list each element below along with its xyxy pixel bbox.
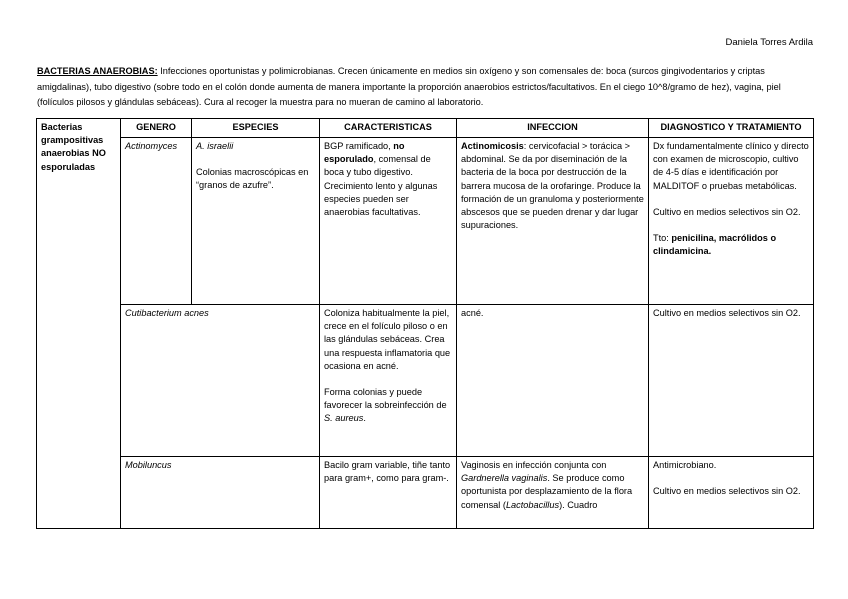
char-text: . bbox=[363, 413, 366, 424]
table-row bbox=[37, 457, 814, 529]
diagnosis-cell bbox=[649, 457, 814, 529]
infection-text: : cervicofacial > torácica > abdominal. Se da por diseminación de la bacteria de la boca por destrucción de la barrera mucosa de la orofaringe. Produce la formación de un granuloma y posteriormente abscesos que se pueden drenar y dar lugar supuraciones. bbox=[461, 141, 644, 231]
char-bold: no esporulado bbox=[324, 141, 405, 165]
diagnosis-cell: Cultivo en medios selectivos sin O2. bbox=[649, 305, 814, 457]
diagnosis-text: Dx fundamentalmente clínico y directo con examen de microscopio, cultivo de 4-5 días e identificación por MALDITOF o pruebas metabólicas. bbox=[653, 141, 809, 191]
infection-text: ). Cuadro bbox=[559, 499, 598, 510]
header-caracteristicas: CARACTERISTICAS bbox=[320, 119, 457, 138]
infection-italic: Gardnerella vaginalis bbox=[461, 473, 548, 484]
infection-text: Vaginosis en infección conjunta con bbox=[461, 460, 607, 470]
characteristics-cell bbox=[320, 138, 457, 305]
header-especies: ESPECIES bbox=[192, 119, 320, 138]
intro-text: Infecciones oportunistas y polimicrobianas. Crecen únicamente en medios sin oxígeno y son comensales de: boca (surcos gingivodentarios y criptas amigdalinas), tubo digestivo (sobre todo en el colón donde aumenta de manera importante la proporción anaerobios estrictos/facultativos. En el ciego 10^8/gramo de hez), vagina, piel (folículos pilosos y glándulas sebáceas). Cura al recoger la muestra para no mueran de camino al laboratorio. bbox=[37, 66, 781, 107]
characteristics-cell bbox=[320, 305, 457, 457]
genus-cell: Actinomyces bbox=[121, 138, 192, 305]
char-text bbox=[324, 386, 452, 426]
intro-title: BACTERIAS ANAEROBIAS: bbox=[37, 66, 158, 76]
infection-cell bbox=[457, 457, 649, 529]
author-name: Daniela Torres Ardila bbox=[725, 37, 813, 48]
char-text: BGP ramificado, bbox=[324, 141, 394, 151]
diagnosis-text: Antimicrobiano. bbox=[653, 460, 717, 470]
characteristics-cell: Bacilo gram variable, tiñe tanto para gram+, como para gram-. bbox=[320, 457, 457, 529]
group-label: Bacterias grampositivas anaerobias NO esporuladas bbox=[37, 119, 121, 529]
char-text: , comensal de boca y tubo digestivo. Crecimiento lento y algunas especies pueden ser anaerobias facultativas. bbox=[324, 154, 438, 218]
char-italic: S. aureus bbox=[324, 413, 364, 424]
infection-cell bbox=[457, 138, 649, 305]
header-infeccion: INFECCION bbox=[457, 119, 649, 138]
infection-cell: acné. bbox=[457, 305, 649, 457]
intro-paragraph bbox=[37, 64, 815, 111]
diagnosis-text: Cultivo en medios selectivos sin O2. bbox=[653, 486, 801, 497]
treatment-drugs: penicilina, macrólidos o clindamicina bbox=[653, 233, 777, 257]
infection-bold: Actinomicosis bbox=[461, 141, 524, 151]
treatment-end: . bbox=[708, 246, 712, 257]
header-diagnostico: DIAGNOSTICO Y TRATAMIENTO bbox=[649, 119, 814, 138]
genus-cell: Cutibacterium acnes bbox=[121, 305, 320, 457]
char-text: Coloniza habitualmente la piel, crece en el folículo piloso o en las glándulas sebáceas. Crea una respuesta inflamatoria que ocasiona en acné. bbox=[324, 308, 451, 371]
diagnosis-cell bbox=[649, 138, 814, 305]
header-genero: GENERO bbox=[121, 119, 192, 138]
table-row bbox=[37, 305, 814, 457]
species-note: Colonias macroscópicas en “granos de azufre”. bbox=[196, 167, 309, 191]
infection-italic: Lactobacillus bbox=[505, 499, 560, 510]
infection-text: . Se produce como oportunista por desplazamiento de la flora comensal ( bbox=[461, 473, 633, 510]
species-cell bbox=[192, 138, 320, 305]
treatment-text bbox=[653, 232, 809, 258]
genus-cell: Mobiluncus bbox=[121, 457, 320, 529]
table-row bbox=[37, 138, 814, 305]
diagnosis-text: Cultivo en medios selectivos sin O2. bbox=[653, 206, 801, 217]
table-header-row bbox=[37, 119, 814, 138]
char-text: Forma colonias y puede favorecer la sobreinfección de bbox=[324, 387, 447, 411]
bacteria-table bbox=[36, 118, 814, 529]
treatment-label: Tto: bbox=[653, 233, 672, 244]
species-name: A. israelii bbox=[196, 141, 234, 151]
